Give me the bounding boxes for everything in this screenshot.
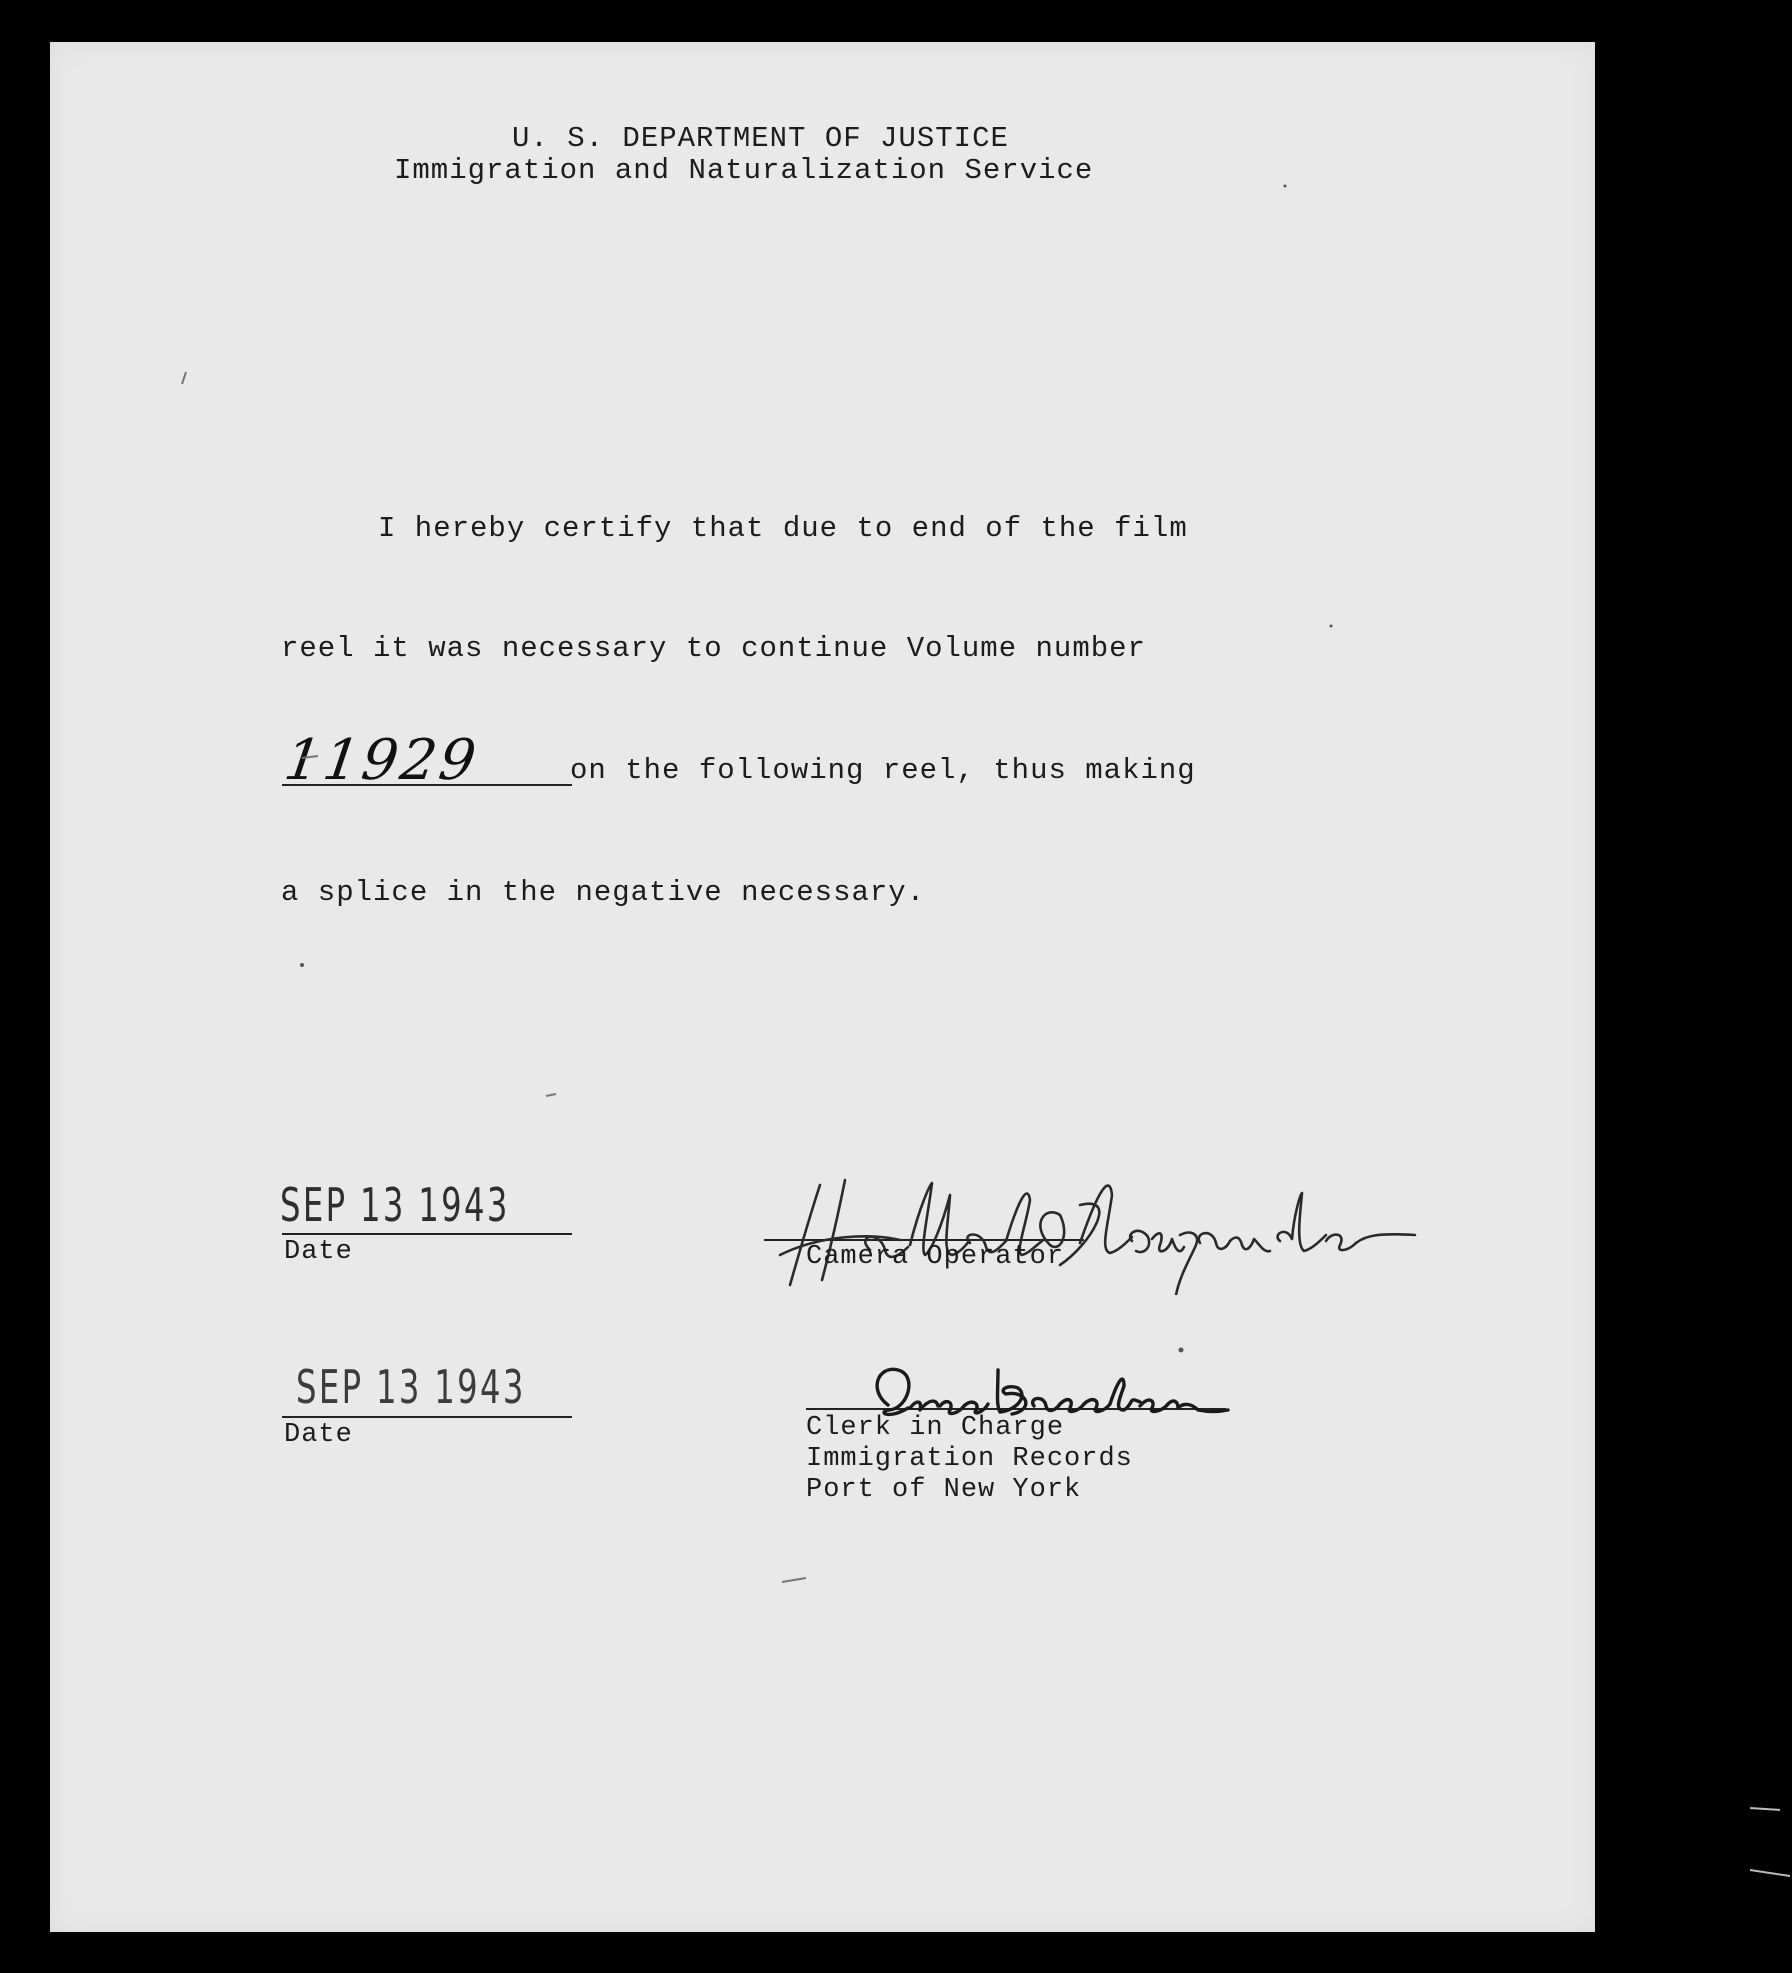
certify-line-1: I hereby certify that due to end of the film (378, 512, 1188, 545)
certify-line-4: a splice in the negative necessary. (281, 876, 926, 909)
volume-number-handwritten: 11929 (280, 728, 483, 793)
certify-line-3: on the following reel, thus making (570, 754, 1196, 787)
date-underline-2 (282, 1416, 572, 1418)
clerk-title-line-3: Port of New York (806, 1475, 1082, 1505)
date-label-2: Date (284, 1420, 353, 1450)
certify-line-2: reel it was necessary to continue Volume number (281, 632, 1146, 665)
department-title: U. S. DEPARTMENT OF JUSTICE (512, 122, 1009, 155)
service-title: Immigration and Naturalization Service (394, 154, 1094, 187)
camera-operator-signature (760, 1155, 1420, 1295)
date-stamp-2: SEP 13 1943 (296, 1360, 526, 1414)
document-page (50, 42, 1595, 1932)
clerk-title-line-1: Clerk in Charge (806, 1413, 1065, 1443)
camera-operator-label: Camera Operator (806, 1242, 1065, 1272)
date-underline-1 (282, 1233, 572, 1235)
date-stamp-1: SEP 13 1943 (280, 1178, 510, 1232)
date-label-1: Date (284, 1237, 353, 1267)
clerk-title-line-2: Immigration Records (806, 1444, 1133, 1474)
